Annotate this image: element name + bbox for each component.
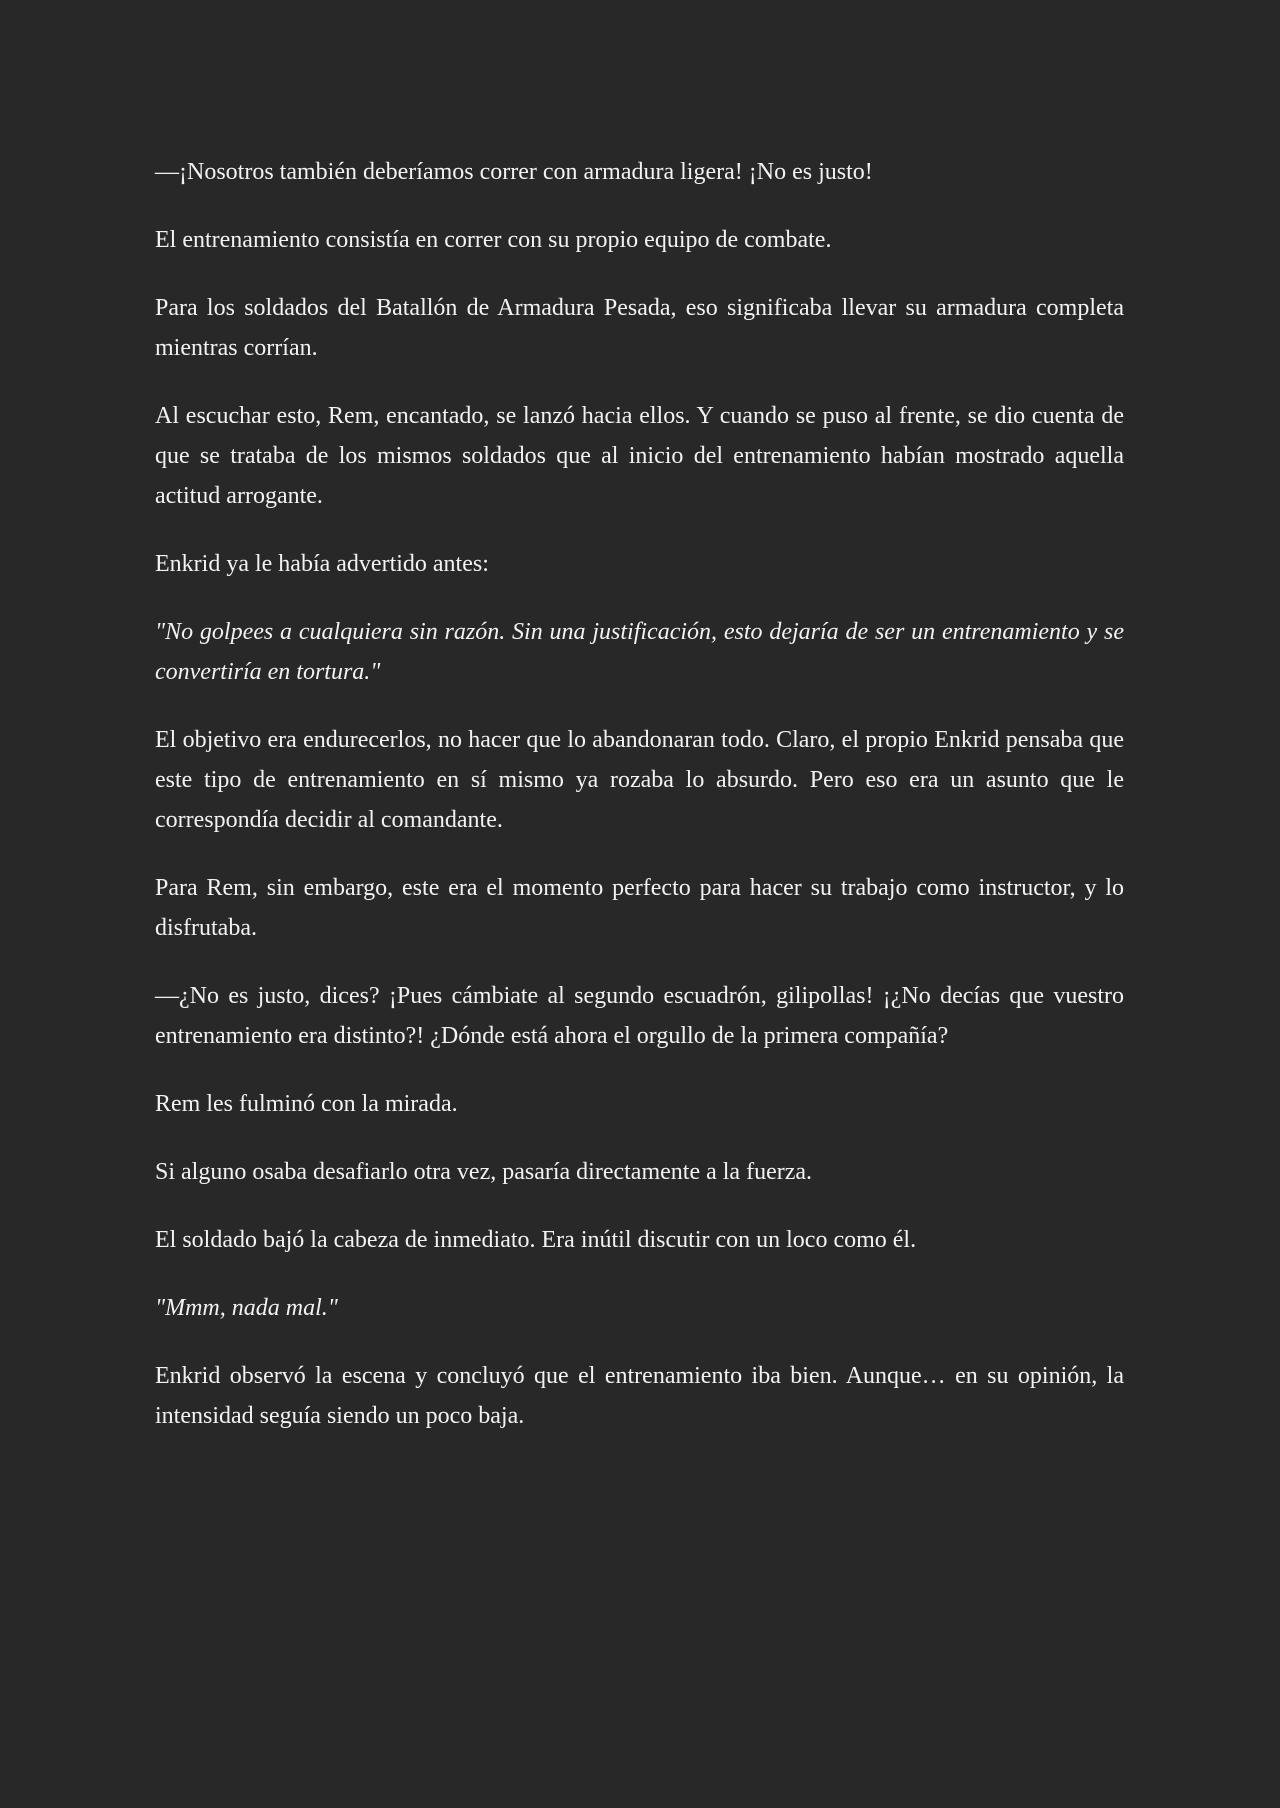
paragraph: Rem les fulminó con la mirada. [155,1091,458,1117]
thought-paragraph: "No golpees a cualquiera sin razón. Sin una justificación, esto dejaría de ser un entrenamiento y se convertiría en tortura." [155,619,1124,685]
paragraph: Para Rem, sin embargo, este era el momento perfecto para hacer su trabajo como instructor, y lo disfrutaba. [155,875,1124,941]
paragraph: Si alguno osaba desafiarlo otra vez, pasaría directamente a la fuerza. [155,1159,813,1185]
paragraph: Enkrid observó la escena y concluyó que el entrenamiento iba bien. Aunque… en su opinión, la intensidad seguía siendo un poco baja. [155,1363,1124,1429]
paragraph: Para los soldados del Batallón de Armadura Pesada, eso significaba llevar su armadura completa mientras corrían. [155,295,1124,361]
paragraph: El objetivo era endurecerlos, no hacer que lo abandonaran todo. Claro, el propio Enkrid pensaba que este tipo de entrenamiento en sí mismo ya rozaba lo absurdo. Pero eso era un asunto que le correspondía decidir al comandante. [155,727,1124,833]
document-body [155,152,1124,1464]
paragraph: Enkrid ya le había advertido antes: [155,551,489,577]
thought-paragraph: "Mmm, nada mal." [155,1295,338,1321]
paragraph: El soldado bajó la cabeza de inmediato. Era inútil discutir con un loco como él. [155,1227,917,1253]
paragraph: —¿No es justo, dices? ¡Pues cámbiate al segundo escuadrón, gilipollas! ¡¿No decías que vuestro entrenamiento era distinto?! ¿Dónde está ahora el orgullo de la primera compañía? [155,983,1124,1049]
paragraph: —¡Nosotros también deberíamos correr con armadura ligera! ¡No es justo! [155,159,873,185]
paragraph: El entrenamiento consistía en correr con su propio equipo de combate. [155,227,832,253]
paragraph: Al escuchar esto, Rem, encantado, se lanzó hacia ellos. Y cuando se puso al frente, se dio cuenta de que se trataba de los mismos soldados que al inicio del entrenamiento habían mostrado aquella actitud arrogante. [155,403,1124,509]
